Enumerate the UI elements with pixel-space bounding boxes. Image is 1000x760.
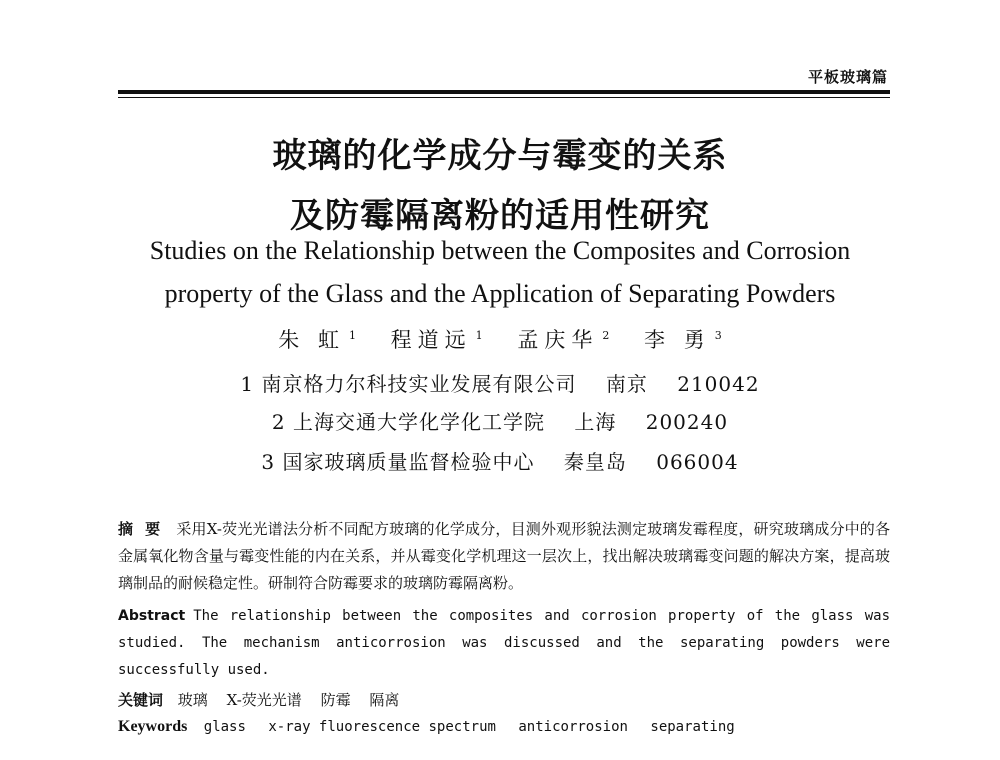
abstract-en-label: Abstract	[118, 608, 186, 624]
affiliation-number: 1	[240, 372, 255, 396]
author-name: 程道远	[390, 328, 472, 352]
keywords-en-label: Keywords	[118, 718, 188, 735]
keyword: X-荧光光谱	[226, 691, 302, 709]
title-en-line2: property of the Glass and the Application of Separating Powders	[164, 279, 836, 308]
author	[517, 328, 609, 352]
affiliation-postcode: 200240	[645, 410, 729, 434]
affiliation-city: 上海	[574, 410, 617, 434]
affiliation	[0, 406, 1000, 435]
keyword: 玻璃	[177, 691, 208, 709]
abstract-zh-label: 摘要	[118, 520, 173, 538]
header-rule-thin	[118, 97, 890, 98]
author-affil-mark: 3	[714, 329, 722, 342]
keyword: 隔离	[369, 691, 400, 709]
affiliation-number: 2	[271, 410, 286, 434]
affiliation-postcode: 210042	[677, 372, 760, 396]
keywords-zh	[118, 689, 413, 710]
header-rule-thick	[118, 90, 890, 94]
keywords-en	[118, 718, 749, 736]
section-label: 平板玻璃篇	[807, 68, 888, 86]
affiliation-org: 南京格力尔科技实业发展有限公司	[261, 372, 577, 396]
affiliation	[0, 368, 1000, 397]
affiliation-org: 国家玻璃质量监督检验中心	[282, 450, 535, 474]
author-name: 孟庆华	[517, 328, 599, 352]
title-zh-line2: 及防霉隔离粉的适用性研究	[290, 196, 710, 236]
author-list	[0, 324, 1000, 354]
keywords-zh-label: 关键词	[118, 691, 164, 709]
title-en-line1: Studies on the Relationship between the Composites and Corrosion	[149, 236, 851, 265]
author-affil-mark: 1	[475, 329, 483, 342]
author-affil-mark: 2	[602, 329, 610, 342]
affiliation-postcode: 066004	[656, 450, 739, 474]
author	[278, 328, 356, 352]
keyword: glass	[203, 719, 246, 735]
affiliation-number: 3	[261, 450, 276, 474]
affiliation	[0, 446, 1000, 475]
abstract-zh	[118, 516, 890, 597]
abstract-en	[118, 603, 890, 684]
affiliation-org: 上海交通大学化学化工学院	[293, 410, 545, 434]
keyword: anticorrosion	[518, 719, 628, 735]
author-affil-mark: 1	[348, 329, 356, 342]
keyword: separating	[650, 719, 735, 735]
author	[391, 328, 483, 352]
abstract-en-text: The relationship between the composites and corrosion property of the glass was studied. The mechanism anticorrosion was discussed and the separating powders were successfully used.	[118, 608, 890, 678]
author	[644, 328, 722, 352]
author-name: 朱 虹	[278, 328, 345, 352]
title-zh-line1: 玻璃的化学成分与霉变的关系	[272, 136, 728, 176]
affiliation-city: 秦皇岛	[563, 450, 627, 474]
abstract-zh-text: 采用X-荧光光谱法分析不同配方玻璃的化学成分，目测外观形貌法测定玻璃发霉程度，研究玻璃成分中的各金属氧化物含量与霉变性能的内在关系，并从霉变化学机理这一层次上，找出解决玻璃霉变问题的解决方案，提高玻璃制品的耐候稳定性。研制符合防霉要求的玻璃防霉隔离粉。	[118, 520, 890, 592]
author-name: 李 勇	[644, 328, 711, 352]
affiliation-city: 南京	[605, 372, 648, 396]
keyword: x-ray fluorescence spectrum	[268, 719, 496, 735]
keyword: 防霉	[320, 691, 351, 709]
